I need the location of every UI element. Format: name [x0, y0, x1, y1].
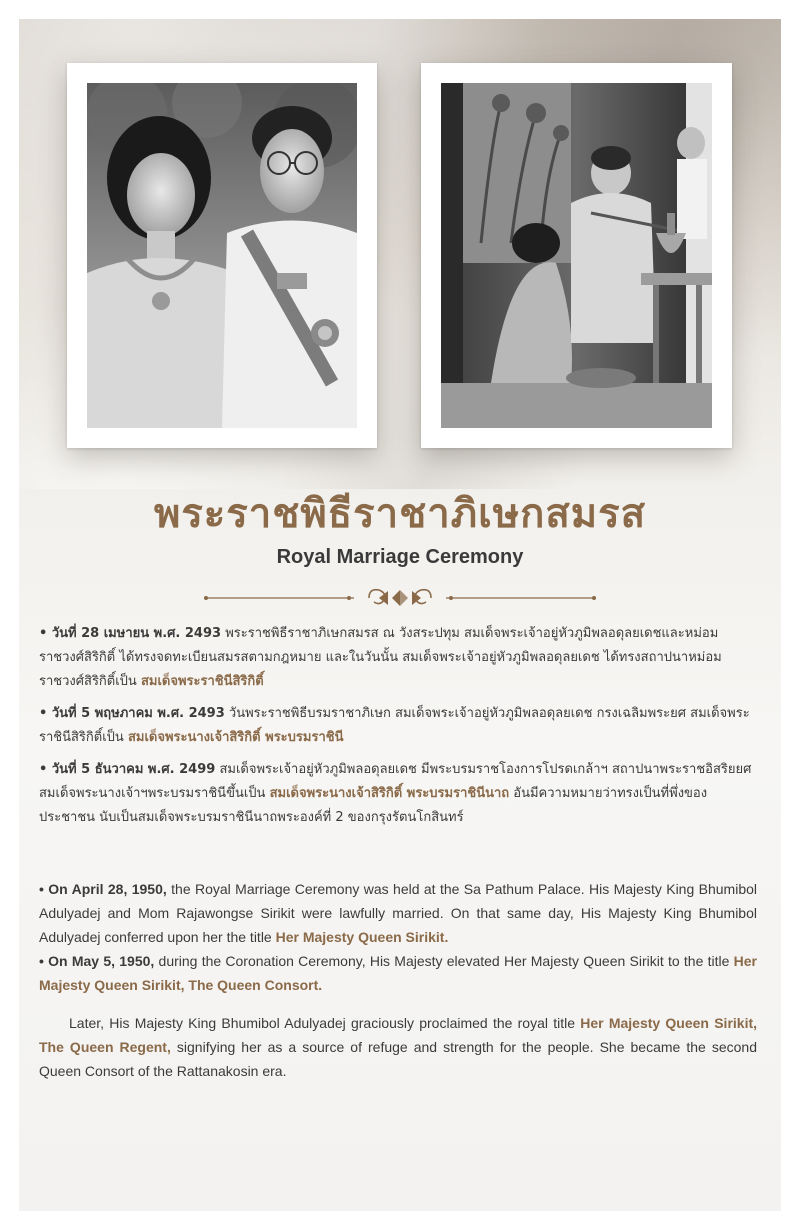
- english-highlight-2: Her Majesty Queen Sirikit, The Queen Consort.: [39, 953, 758, 993]
- thai-highlight-3: สมเด็จพระนางเจ้าสิริกิติ์ พระบรมราชินีนาถ: [269, 786, 510, 801]
- page-title-thai: พระราชพิธีราชาภิเษกสมรส: [153, 491, 647, 537]
- bullet: •: [39, 762, 52, 777]
- english-highlight-1: Her Majesty Queen Sirikit.: [275, 929, 449, 945]
- ceremony-photo-image: [441, 83, 712, 428]
- thai-paragraph-1: [39, 622, 757, 694]
- english-text-3a: Later, His Majesty King Bhumibol Adulyadej graciously proclaimed the royal title: [69, 1015, 581, 1031]
- english-paragraph-2: [39, 949, 757, 997]
- bullet: •: [39, 626, 52, 641]
- english-highlight-3: Her Majesty Queen Sirikit, The Queen Regent,: [39, 1015, 758, 1055]
- page-canvas: [19, 19, 781, 1211]
- english-text-2: during the Coronation Ceremony, His Majesty elevated Her Majesty Queen Sirikit to the title: [154, 953, 734, 969]
- thai-highlight-1: สมเด็จพระราชินีสิริกิติ์: [140, 674, 264, 689]
- ceremony-photo: [441, 83, 712, 428]
- english-text-3b: signifying her as a source of refuge and strength for the people. She became the second Queen Consort of the Rattanakosin era.: [39, 1039, 758, 1079]
- thai-text-section: [39, 622, 757, 838]
- thai-text-3a: สมเด็จพระเจ้าอยู่หัวภูมิพลอดุลยเดช มีพระบรมราชโองการโปรดเกล้าฯ สถาปนาพระราชอิสริยยศสมเด็จพระนางเจ้าฯพระบรมราชินีขึ้นเป็น: [39, 762, 752, 801]
- thai-date-3: วันที่ 5 ธันวาคม พ.ศ. 2499: [51, 762, 216, 777]
- ornamental-divider: [204, 585, 596, 611]
- page-title-english: Royal Marriage Ceremony: [276, 546, 524, 568]
- photo-frame-left: [67, 63, 377, 448]
- thai-text-1: พระราชพิธีราชาภิเษกสมรส ณ วังสระปทุม สมเด็จพระเจ้าอยู่หัวภูมิพลอดุลยเดชและหม่อมราชวงศ์สิริกิติ์ ได้ทรงจดทะเบียนสมรสตามกฎหมาย และในวันนั้น สมเด็จพระเจ้าอยู่หัวภูมิพลอดุลยเดช ได้ทรงสถาปนาหม่อมราชวงศ์สิริกิติ์เป็น: [39, 626, 722, 689]
- english-paragraph-1: [39, 877, 757, 949]
- english-paragraph-3: [39, 1011, 757, 1083]
- portrait-photo-image: [87, 83, 357, 428]
- portrait-photo: [87, 83, 357, 428]
- english-text-1: the Royal Marriage Ceremony was held at the Sa Pathum Palace. His Majesty King Bhumibol Adulyadej and Mom Rajawongse Sirikit were lawfully married. On that same day, His Majesty King Bhumibol Adulyadej conferred upon her the title: [39, 881, 757, 945]
- bullet: •: [39, 953, 49, 969]
- bullet: •: [39, 706, 52, 721]
- english-date-1: On April 28, 1950,: [48, 881, 167, 897]
- thai-date-2: วันที่ 5 พฤษภาคม พ.ศ. 2493: [51, 706, 225, 721]
- english-text-section: [39, 877, 757, 1083]
- thai-date-1: วันที่ 28 เมษายน พ.ศ. 2493: [51, 626, 222, 641]
- thai-paragraph-3: [39, 758, 757, 830]
- english-date-2: On May 5, 1950,: [48, 953, 155, 969]
- thai-text-2: วันพระราชพิธีบรมราชาภิเษก สมเด็จพระเจ้าอยู่หัวภูมิพลอดุลยเดช กรงเฉลิมพระยศ สมเด็จพระราชินีสิริกิติ์เป็น: [39, 706, 750, 745]
- bullet: •: [39, 881, 49, 897]
- thai-highlight-2: สมเด็จพระนางเจ้าสิริกิติ์ พระบรมราชินี: [127, 730, 344, 745]
- photo-frame-right: [421, 63, 732, 448]
- thai-paragraph-2: [39, 702, 757, 750]
- thai-text-3b: อันมีความหมายว่าทรงเป็นที่พึ่งของประชาชน นับเป็นสมเด็จพระบรมราชินีนาถพระองค์ที่ 2 ของกรุงรัตนโกสินทร์: [39, 786, 708, 825]
